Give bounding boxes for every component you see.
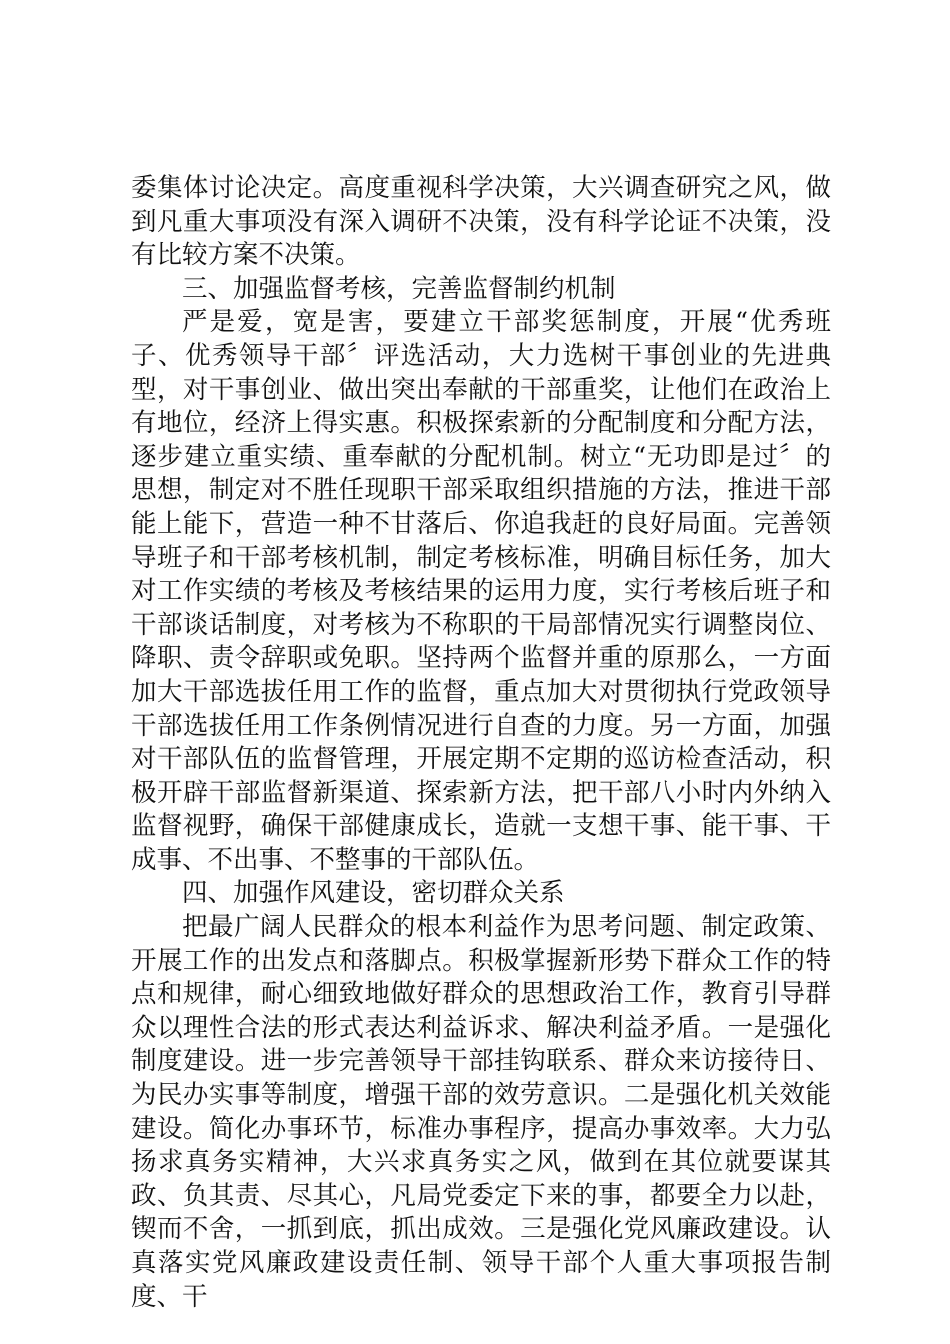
- section-heading-4: 四、加强作风建设，密切群众关系: [182, 878, 565, 909]
- paragraph-continued: 委集体讨论决定。高度重视科学决策，大兴调查研究之风，做到凡重大事项没有深入调研不决策，没有科学论证不决策，没有比较方案不决策。: [131, 173, 831, 271]
- paragraph-supervision: 严是爱，宽是害，要建立干部奖惩制度，开展“优秀班子、优秀领导干部〞评选活动，大力选树干事创业的先进典型，对干事创业、做出突出奉献的干部重奖，让他们在政治上有地位，经济上得实惠。积极探索新的分配制度和分配方法，逐步建立重实绩、重奉献的分配机制。树立“无功即是过〞的思想，制定对不胜任现职干部采取组织措施的方法，推进干部能上能下，营造一种不甘落后、你追我赶的良好局面。完善领导班子和干部考核机制，制定考核标准，明确目标任务，加大对工作实绩的考核及考核结果的运用力度，实行考核后班子和干部谈话制度，对考核为不称职的干局部情况实行调整岗位、降职、责令辞职或免职。坚持两个监督并重的原那么，一方面加大干部选拔任用工作的监督，重点加大对贯彻执行党政领导干部选拔任用工作条例情况进行自查的力度。另一方面，加强对干部队伍的监督管理，开展定期不定期的巡访检查活动，积极开辟干部监督新渠道、探索新方法，把干部八小时内外纳入监督视野，确保干部健康成长，造就一支想干事、能干事、干成事、不出事、不整事的干部队伍。: [131, 307, 831, 875]
- paragraph-work-style: 把最广阔人民群众的根本利益作为思考问题、制定政策、开展工作的出发点和落脚点。积极掌握新形势下群众工作的特点和规律，耐心细致地做好群众的思想政治工作，教育引导群众以理性合法的形式表达利益诉求、解决利益矛盾。一是强化制度建设。进一步完善领导干部挂钩联系、群众来访接待日、为民办实事等制度，增强干部的效劳意识。二是强化机关效能建设。简化办事环节，标准办事程序，提高办事效率。大力弘扬求真务实精神，大兴求真务实之风，做到在其位就要谋其政、负其责、尽其心，凡局党委定下来的事，都要全力以赴，锲而不舍，一抓到底，抓出成效。三是强化党风廉政建设。认真落实党风廉政建设责任制、领导干部个人重大事项报告制度、干: [131, 912, 831, 1312]
- document-page: [131, 172, 831, 1314]
- section-heading-3: 三、加强监督考核，完善监督制约机制: [182, 273, 616, 304]
